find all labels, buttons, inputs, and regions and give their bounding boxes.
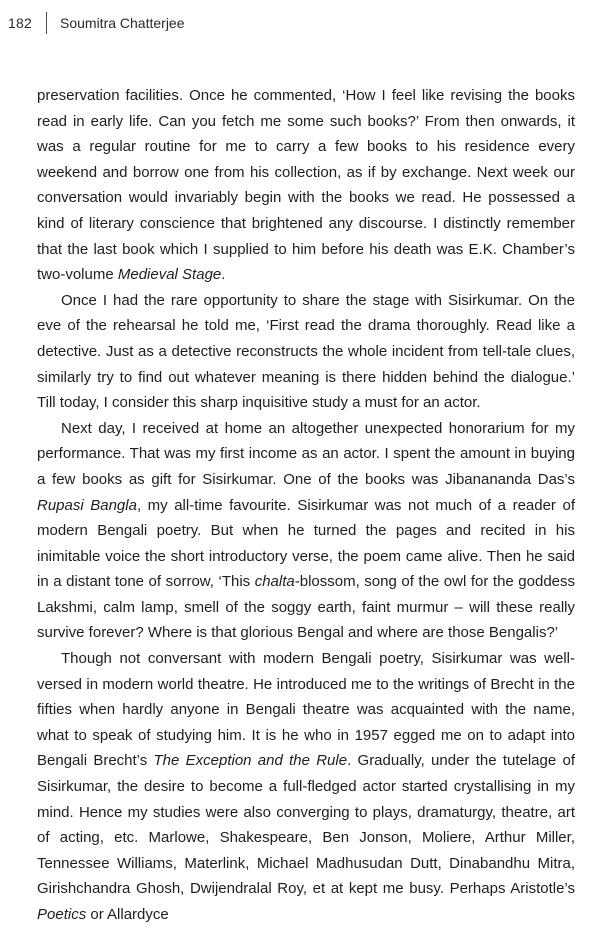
page-number: 182 [8,15,32,31]
text-run: -blossom, song of the owl for the goddess Lakshmi, calm lamp, smell of the soggy earth, faint murmur – will these really survive forever? Where is that glorious Bengal and where are those Bengalis?’ [37,573,576,642]
paragraph [37,83,575,288]
text-run: . [221,266,226,284]
paragraph [37,288,575,416]
running-head: Soumitra Chatterjee [60,15,185,31]
text-run: preservation facilities. Once he commented, ‘How I feel like revising the books read in early life. Can you fetch me some such books?’ From then onwards, it was a regular routine for me to carry a few books to his residence every weekend and borrow one from his collection, as if by exchange. Next week our conversation would invariably begin with the books we read. He possessed a kind of literary conscience that brightened any discourse. I distinctly remember that the last book which I supplied to him before his death was E.K. Chamber’s two-volume [37,87,575,284]
paragraph [37,646,575,928]
italic-term: chalta [254,573,295,591]
book-title: The Exception and the Rule [153,752,348,770]
text-run: Though not conversant with modern Bengali poetry, Sisirkumar was well-versed in modern world theatre. He introduced me to the writings of Brecht in the fifties when hardly anyone in Bengali theatre was acquainted with the name, what to speak of studying him. It is he who in 1957 egged me on to adapt into Bengali Brecht’s [37,650,575,770]
book-title: Poetics [37,906,87,923]
text-run: Next day, I received at home an altogether unexpected honorarium for my performance. That was my first income as an actor. I spent the amount in buying a few books as gift for Sisirkumar. One of the books was Jibanananda Das’s [37,419,575,488]
text-run: Once I had the rare opportunity to share the stage with Sisirkumar. On the eve of the rehearsal he told me, ‘First read the drama thoroughly. Read like a detective. Just as a detective reconstructs the whole incident from tell-tale clues, similarly try to find out whatever meaning is there hidden behind the dialogue.’ Till today, I consider this sharp inquisitive study a must for an actor. [37,291,575,412]
header-divider [46,12,47,34]
text-run: . Gradually, under the tutelage of Sisirkumar, the desire to become a full-fledged actor started crystallising in my mind. Hence my studies were also converging to plays, dramaturgy, theatre, art of acting, etc. Marlowe, Shakespeare, Ben Jonson, Moliere, Arthur Miller, Tennessee Williams, Materlink, Michael Madhusudan Dutt, Dinabandhu Mitra, Girishchandra Ghosh, Dwijendralal Roy, et at kept me busy. Perhaps Aristotle’s [37,752,575,898]
paragraph [37,416,575,646]
book-title: Rupasi Bangla [37,496,137,514]
page-header [0,0,600,40]
book-title: Medieval Stage [117,266,222,284]
text-run: or Allardyce [86,906,169,923]
text-run: , my all-time favourite. Sisirkumar was not much of a reader of modern Bengali poetry. But when he turned the pages and recited in his inimitable voice the short introductory verse, the poem came alive. Then he said in a distant tone of sorrow, ‘This [37,496,575,591]
body-text [37,83,575,928]
